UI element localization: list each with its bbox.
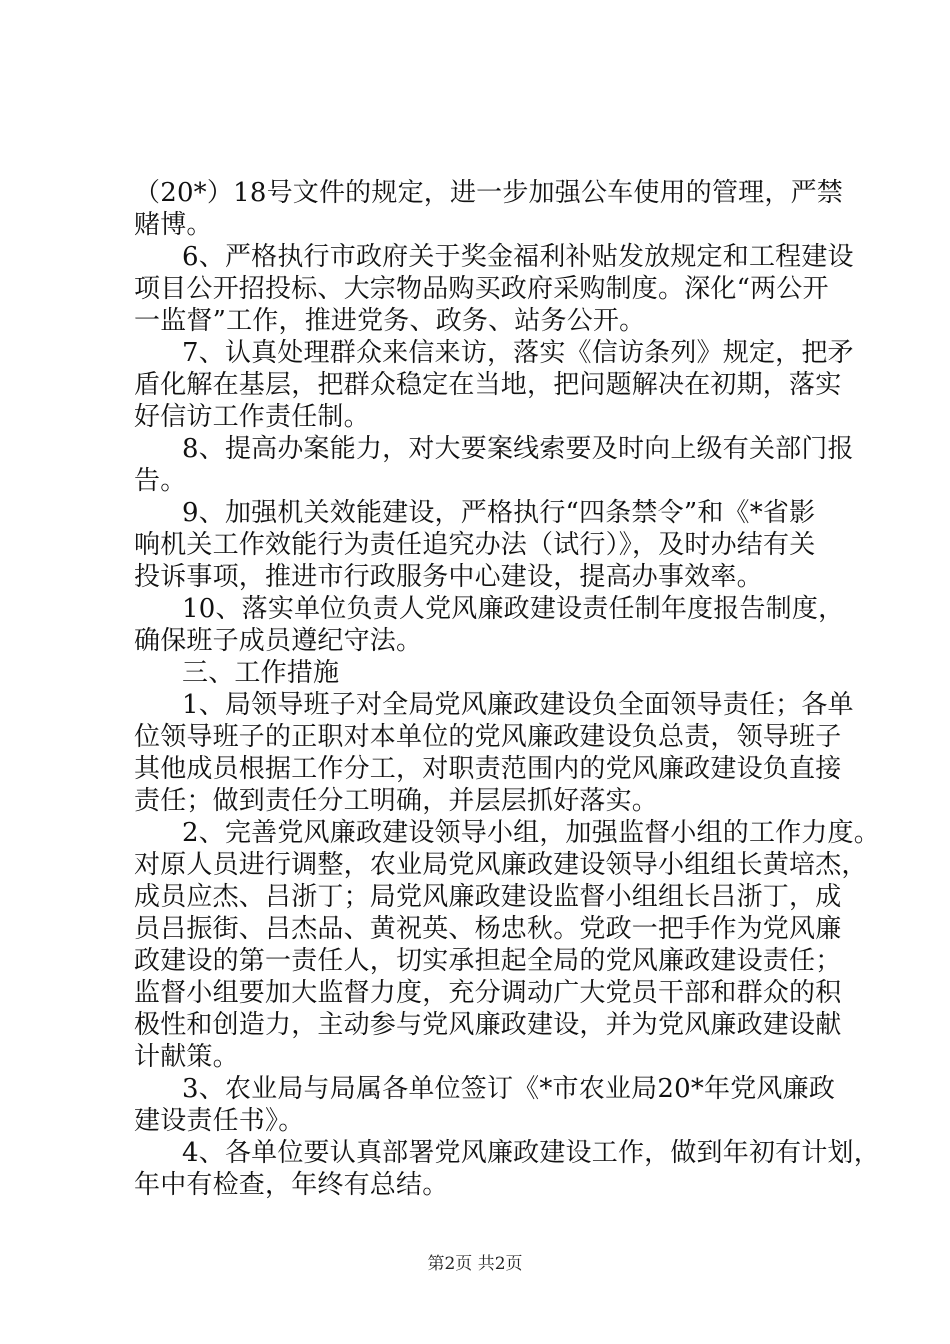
- measure-item-3: 3、农业局与局属各单位签订《*市农业局20*年党风廉政: [182, 1074, 836, 1104]
- text-line: 责任；做到责任分工明确，并层层抓好落实。: [134, 786, 659, 816]
- text-line: 极性和创造力，主动参与党风廉政建设，并为党风廉政建设献: [134, 1010, 842, 1040]
- measure-item-2: 2、完善党风廉政建设领导小组，加强监督小组的工作力度。: [182, 818, 880, 848]
- text-line: 位领导班子的正职对本单位的党风廉政建设负总责，领导班子: [134, 722, 842, 752]
- section-heading: 三、工作措施: [182, 658, 340, 688]
- text-line: 好信访工作责任制。: [134, 402, 370, 432]
- text-line: 赌博。: [134, 210, 213, 240]
- text-line: 告。: [134, 466, 187, 496]
- text-line: 盾化解在基层，把群众稳定在当地，把问题解决在初期，落实: [134, 370, 842, 400]
- text-line: 员吕振街、吕杰品、黄祝英、杨忠秋。党政一把手作为党风廉: [134, 914, 842, 944]
- page-footer: 第2页 共2页: [427, 1254, 523, 1274]
- text-line: （20*）18号文件的规定，进一步加强公车使用的管理，严禁: [134, 178, 843, 208]
- measure-item-4: 4、各单位要认真部署党风廉政建设工作，做到年初有计划，: [182, 1138, 880, 1168]
- text-line: 成员应杰、吕浙丁；局党风廉政建设监督小组组长吕浙丁，成: [134, 882, 842, 912]
- text-line: 项目公开招投标、大宗物品购买政府采购制度。深化“两公开: [134, 274, 829, 304]
- paragraph-item-10: 10、落实单位负责人党风廉政建设责任制年度报告制度，: [182, 594, 845, 624]
- text-line: 确保班子成员遵纪守法。: [134, 626, 423, 656]
- measure-item-1: 1、局领导班子对全局党风廉政建设负全面领导责任；各单: [182, 690, 854, 720]
- paragraph-item-8: 8、提高办案能力，对大要案线索要及时向上级有关部门报: [182, 434, 854, 464]
- text-line: 监督小组要加大监督力度，充分调动广大党员干部和群众的积: [134, 978, 842, 1008]
- paragraph-item-7: 7、认真处理群众来信来访，落实《信访条列》规定，把矛: [182, 338, 854, 368]
- text-line: 建设责任书》。: [134, 1106, 305, 1136]
- text-line: 年中有检查，年终有总结。: [134, 1170, 449, 1200]
- text-line: 其他成员根据工作分工，对职责范围内的党风廉政建设负直接: [134, 754, 842, 784]
- paragraph-item-9: 9、加强机关效能建设，严格执行“四条禁令”和《*省影: [182, 498, 816, 528]
- paragraph-item-6: 6、严格执行市政府关于奖金福利补贴发放规定和工程建设: [182, 242, 854, 272]
- text-line: 政建设的第一责任人，切实承担起全局的党风廉政建设责任；: [134, 946, 842, 976]
- text-line: 对原人员进行调整，农业局党风廉政建设领导小组组长黄培杰，: [134, 850, 868, 880]
- text-line: 响机关工作效能行为责任追究办法（试行）》，及时办结有关: [134, 530, 816, 560]
- text-line: 投诉事项，推进市行政服务中心建设，提高办事效率。: [134, 562, 763, 592]
- text-line: 计献策。: [134, 1042, 239, 1072]
- text-line: 一监督”工作，推进党务、政务、站务公开。: [134, 306, 646, 336]
